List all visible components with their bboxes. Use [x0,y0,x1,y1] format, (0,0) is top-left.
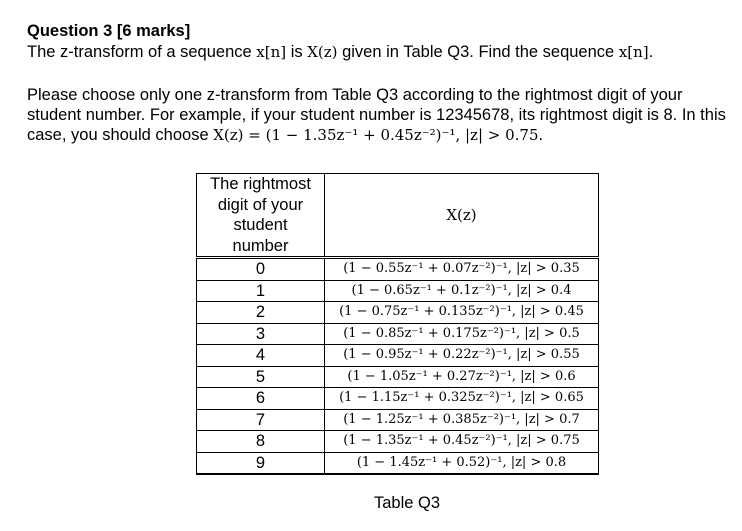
row-digit: 0 [197,258,325,281]
table-row [197,366,599,388]
row-digit: 5 [197,366,325,388]
intro-text: . [648,43,654,61]
row-transform: (1 − 1.45z⁻¹ + 0.52)⁻¹, |z| > 0.8 [325,452,599,474]
caption-text: Table Q3 [373,494,441,512]
header-digit-line: digit of your [217,195,304,214]
table-caption [0,494,742,513]
header-digit-line: number [232,236,289,255]
table-row [197,258,599,281]
row-transform: (1 − 1.15z⁻¹ + 0.325z⁻²)⁻¹, |z| > 0.65 [325,388,599,410]
header-transform: X(z) [325,174,599,258]
example-transform: X(z) = (1 − 1.35z⁻¹ + 0.45z⁻²)⁻¹, |z| > 0.75 [213,126,539,144]
row-transform: (1 − 0.55z⁻¹ + 0.07z⁻²)⁻¹, |z| > 0.35 [325,258,599,281]
transform-symbol: X(z) [307,43,338,61]
row-digit: 3 [197,323,325,345]
table-row [197,452,599,474]
row-digit: 8 [197,431,325,453]
table-row [197,388,599,410]
table-row [197,345,599,367]
table-row [197,280,599,302]
row-digit: 4 [197,345,325,367]
table-row [197,431,599,453]
intro-text: The z-transform of a sequence [27,43,257,61]
header-digit-line: The rightmost [210,175,311,193]
question-intro [27,42,732,62]
row-transform: (1 − 0.65z⁻¹ + 0.1z⁻²)⁻¹, |z| > 0.4 [325,280,599,302]
row-transform: (1 − 0.95z⁻¹ + 0.22z⁻²)⁻¹, |z| > 0.55 [325,345,599,367]
row-digit: 7 [197,409,325,431]
instruction-paragraph [27,85,732,145]
table-row [197,302,599,324]
row-digit: 9 [197,452,325,474]
row-transform: (1 − 1.05z⁻¹ + 0.27z⁻²)⁻¹, |z| > 0.6 [325,366,599,388]
table-header-row [197,174,599,258]
table-row [197,323,599,345]
intro-text: given in Table Q3. Find the sequence [337,43,619,61]
table-row [197,409,599,431]
row-transform: (1 − 0.75z⁻¹ + 0.135z⁻²)⁻¹, |z| > 0.45 [325,302,599,324]
header-digit [197,174,325,258]
row-digit: 6 [197,388,325,410]
sequence-symbol: x[n] [618,43,649,61]
instruction-text: . [538,126,544,144]
sequence-symbol: x[n] [256,43,287,61]
row-digit: 2 [197,302,325,324]
row-transform: (1 − 1.35z⁻¹ + 0.45z⁻²)⁻¹, |z| > 0.75 [325,431,599,453]
intro-text: is [286,43,308,61]
table-q3 [196,173,599,475]
instruction-text: Please choose only one z-transform from Table Q3 according to the rightmost digit of your student number. For example, if your student number is 12345678, its rightmost digit is 8. In this case, you should choose [27,86,726,144]
question-heading: Question 3 [6 marks] [27,22,191,40]
row-transform: (1 − 0.85z⁻¹ + 0.175z⁻²)⁻¹, |z| > 0.5 [325,323,599,345]
row-transform: (1 − 1.25z⁻¹ + 0.385z⁻²)⁻¹, |z| > 0.7 [325,409,599,431]
row-digit: 1 [197,280,325,302]
header-digit-line: student [233,216,288,234]
